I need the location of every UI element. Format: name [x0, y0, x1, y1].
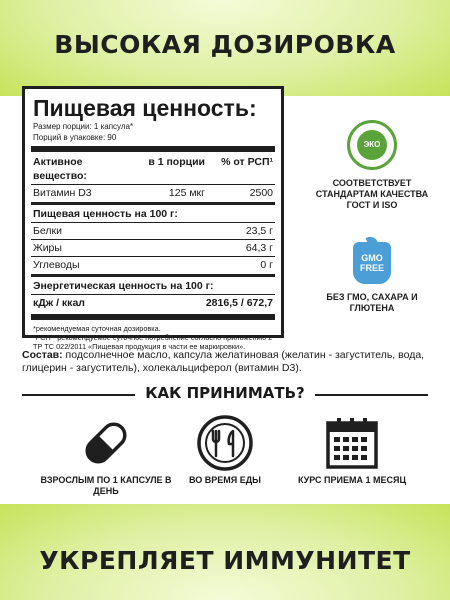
table-row	[31, 240, 275, 256]
servings-per-pack: Порций в упаковке: 90	[33, 133, 117, 142]
nutrition-header: Пищевая ценность на 100 г:	[33, 208, 178, 220]
gmo-badge	[312, 242, 432, 314]
how-caption: ВО ВРЕМЯ ЕДЫ	[189, 475, 261, 485]
gmo-free-icon	[353, 242, 391, 284]
footnote-rsp: ¹РСП - рекомендуемое суточное потребление согласно приложению 2 ТР ТС 022/2011 «Пищевая продукция в части ее маркировки».	[33, 333, 273, 351]
active-amount: 125 мкг	[168, 187, 205, 199]
plate-cutlery-icon	[155, 414, 295, 472]
active-header-rsp: % от РСП¹	[221, 156, 273, 168]
energy-header-row	[31, 278, 275, 294]
table-row	[31, 185, 275, 201]
eco-seal-text: ЭКО	[357, 130, 387, 160]
headline: ВЫСОКАЯ ДОЗИРОВКА	[54, 30, 396, 59]
serving-size: Размер порции: 1 капсула*	[33, 122, 134, 131]
eco-badge	[312, 120, 432, 211]
how-item-course	[282, 414, 422, 486]
nutrient-name: Жиры	[33, 242, 62, 254]
divider-thick	[31, 146, 275, 152]
divider-mid	[31, 202, 275, 205]
energy-amount: 2816,5 / 672,7	[205, 297, 273, 309]
gmo-caption: БЕЗ ГМО, САХАРА И ГЛЮТЕНА	[326, 292, 418, 313]
leaf-icon	[366, 235, 379, 248]
nutrient-amount: 0 г	[260, 259, 273, 271]
free-text: FREE	[359, 263, 384, 273]
divider-mid	[31, 274, 275, 277]
composition	[22, 349, 432, 375]
energy-name: кДж / ккал	[33, 297, 85, 309]
active-name: Витамин D3	[33, 187, 92, 199]
label-title: Пищевая ценность:	[33, 95, 257, 121]
active-header-amount: в 1 порции	[148, 156, 205, 168]
energy-row	[31, 295, 275, 311]
table-row	[31, 223, 275, 239]
calendar-icon	[282, 414, 422, 472]
nutrient-name: Белки	[33, 225, 62, 237]
nutrient-amount: 23,5 г	[245, 225, 273, 237]
gmo-text: GMO	[361, 253, 383, 263]
composition-label: Состав:	[22, 349, 63, 361]
active-header-row	[31, 154, 275, 184]
how-to-take-title-text: КАК ПРИНИМАТЬ?	[135, 384, 314, 402]
tagline: УКРЕПЛЯЕТ ИММУНИТЕТ	[39, 546, 411, 575]
nutrient-amount: 64,3 г	[245, 242, 273, 254]
how-caption: ВЗРОСЛЫМ ПО 1 КАПСУЛЕ В ДЕНЬ	[40, 475, 172, 496]
eco-caption: СООТВЕТСТВУЕТ СТАНДАРТАМ КАЧЕСТВА ГОСТ И ISO	[315, 178, 429, 210]
how-caption: КУРС ПРИЕМА 1 МЕСЯЦ	[297, 475, 407, 485]
active-rsp: 2500	[249, 187, 273, 199]
nutrition-facts-label	[22, 86, 284, 351]
divider-thick	[31, 314, 275, 320]
table-row	[31, 257, 275, 273]
nutrient-name: Углеводы	[33, 259, 80, 271]
active-header-name: Активное вещество:	[33, 156, 87, 182]
composition-text: подсолнечное масло, капсула желатиновая (желатин - загуститель, вода, глицерин - загуститель), холекальциферол (витамин D3).	[22, 349, 425, 374]
how-to-take-title	[0, 384, 450, 402]
nutrition-header-row	[31, 206, 275, 222]
how-item-meal	[155, 414, 295, 486]
energy-header: Энергетическая ценность на 100 г:	[33, 280, 214, 292]
eco-certification-seal-icon	[347, 120, 397, 170]
footnote-dosage: *рекомендуемая суточная дозировка.	[33, 324, 161, 333]
